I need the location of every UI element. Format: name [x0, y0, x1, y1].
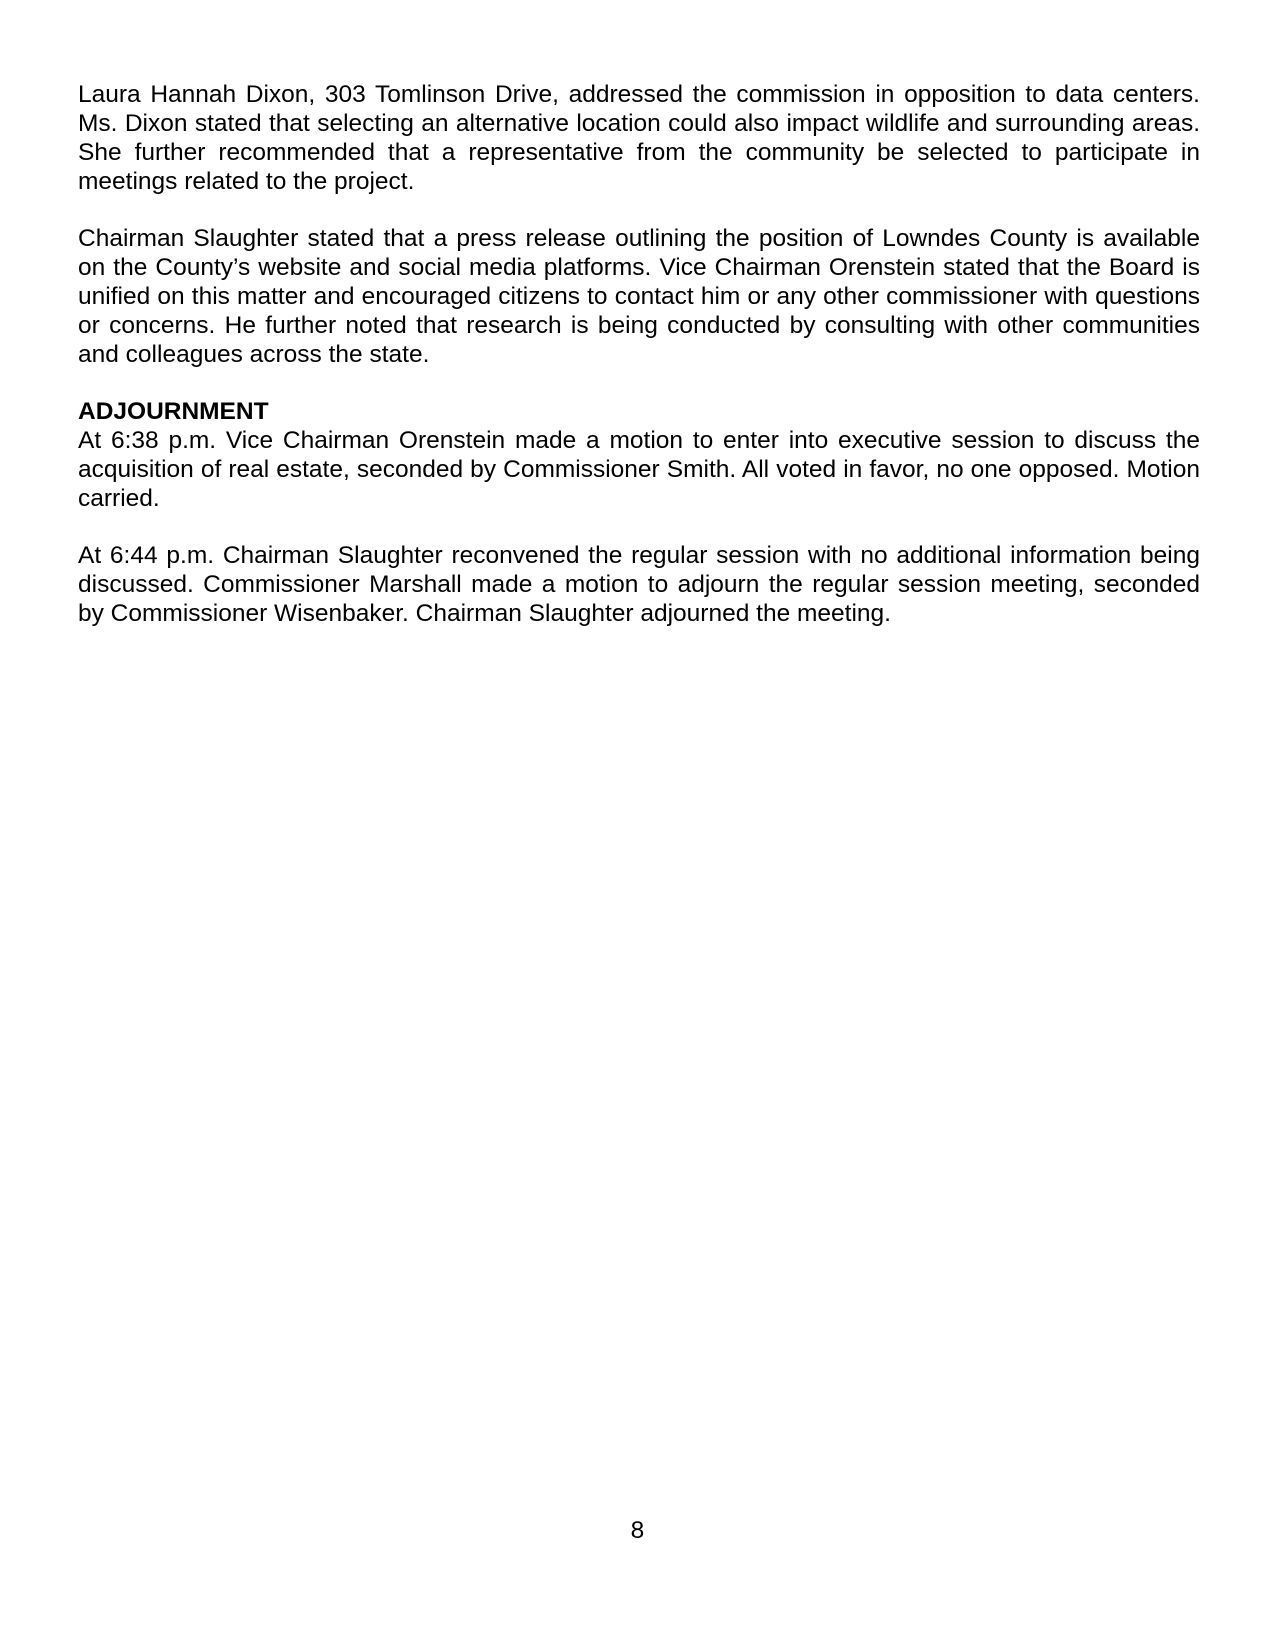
- body-paragraph-press-release: Chairman Slaughter stated that a press release outlining the position of Lowndes County is available on the County’s website and social media platforms. Vice Chairman Orenstein stated that the Board is unified on this matter and encouraged citizens to contact him or any other commissioner with questions or concerns. He further noted that research is being conducted by consulting with other communities and colleagues across the state.: [78, 225, 1200, 368]
- document-body: [78, 80, 1200, 656]
- body-paragraph-adjourn-meeting: At 6:44 p.m. Chairman Slaughter reconvened the regular session with no additional information being discussed. Commissioner Marshall made a motion to adjourn the regular session meeting, seconded by Commissioner Wisenbaker. Chairman Slaughter adjourned the meeting.: [78, 542, 1200, 627]
- page-number: 8: [630, 1517, 645, 1544]
- body-paragraph-public-comment: Laura Hannah Dixon, 303 Tomlinson Drive, addressed the commission in opposition to data centers. Ms. Dixon stated that selecting an alternative location could also impact wildlife and surrounding areas. She further recommended that a representative from the community be selected to participate in meetings related to the project.: [78, 81, 1200, 195]
- body-paragraph-executive-session: At 6:38 p.m. Vice Chairman Orenstein made a motion to enter into executive session to discuss the acquisition of real estate, seconded by Commissioner Smith. All voted in favor, no one opposed. Motion carried.: [78, 427, 1200, 512]
- section-heading-adjournment: ADJOURNMENT: [78, 398, 269, 425]
